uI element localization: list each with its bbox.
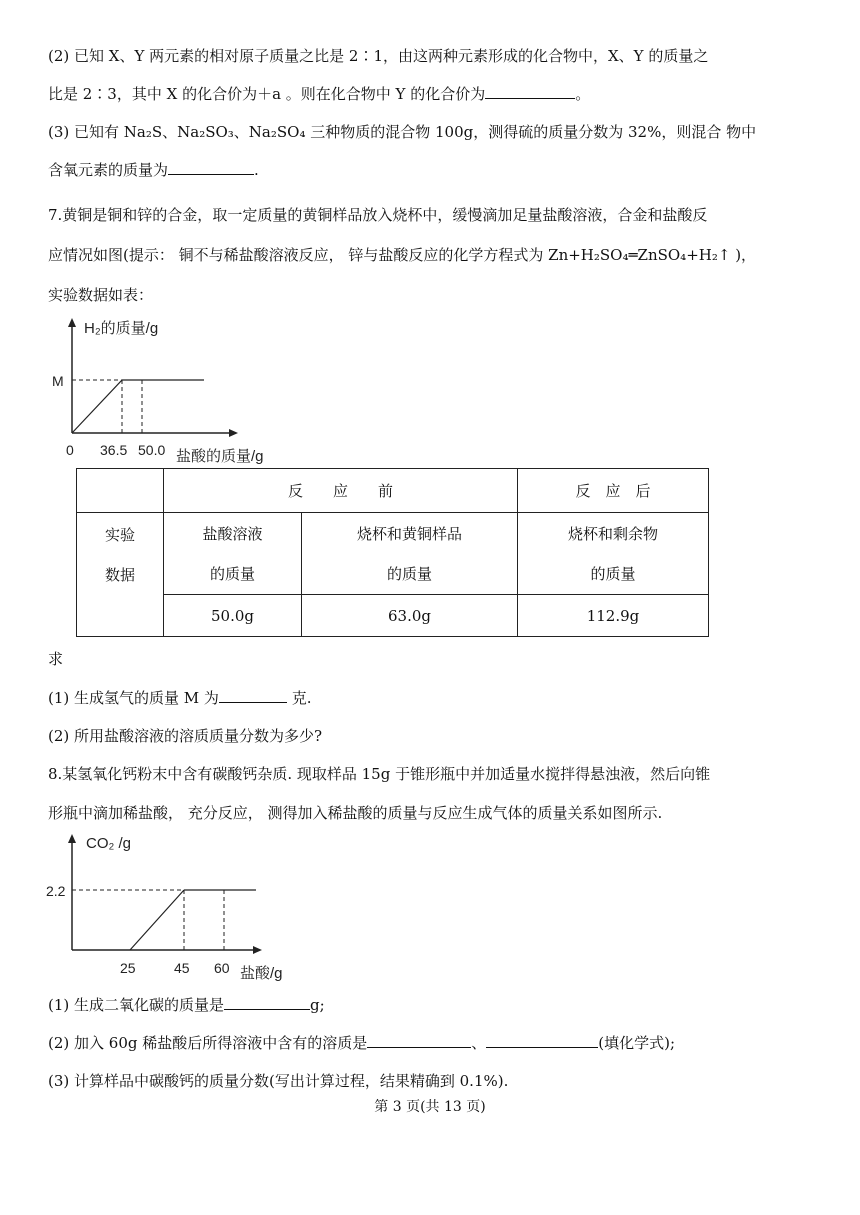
q7-sub1-text: (1) 生成氢气的质量 M 为 (48, 689, 219, 707)
answer-blank-solute-2[interactable] (486, 1033, 598, 1048)
q8-rising-line (130, 890, 184, 950)
q6-part3-text: 含氧元素的质量为 (48, 161, 169, 179)
q8-tick-45: 45 (174, 960, 190, 976)
q8-y-label: CO₂ /g (86, 835, 131, 852)
q8-line1: 8.某氢氧化钙粉末中含有碳酸钙杂质. 现取样品 15g 于锥形瓶中并加适量水搅拌得悬浊液，然后向锥 (48, 765, 711, 783)
q6-part2-line1: (2) 已知 X、Y 两元素的相对原子质量之比是 2∶1，由这两种元素形成的化合物中，X、Y 的质量之 (48, 47, 709, 65)
col3-line2: 的质量 (590, 564, 636, 583)
table-col3-header (518, 513, 709, 595)
col1-line2: 的质量 (209, 564, 255, 583)
q7-x-label: 盐酸的质量/g (176, 448, 264, 465)
q7-hydrogen-graph (44, 315, 294, 467)
col1-line1: 盐酸溶液 (202, 524, 263, 543)
page-footer: 第 3 页(共 13 页) (374, 1099, 486, 1115)
q7-tick-36-5: 36.5 (100, 442, 128, 458)
q7-origin-label: 0 (66, 442, 74, 458)
q7-x-arrow (229, 429, 238, 437)
q8-line2: 形瓶中滴加稀盐酸， 充分反应， 测得加入稀盐酸的质量与反应生成气体的质量关系如图所示. (48, 804, 663, 822)
q8-sub1-text: (1) 生成二氧化碳的质量是 (48, 996, 225, 1014)
answer-blank-co2-mass[interactable] (224, 995, 310, 1010)
q7-m-label: M (52, 373, 64, 389)
col3-line1: 烧杯和剩余物 (567, 524, 658, 543)
row-label-line1: 实验 (104, 525, 135, 544)
q8-tick-25: 25 (120, 960, 136, 976)
table-header-after: 反 应 后 (518, 469, 709, 513)
col2-line1: 烧杯和黄铜样品 (356, 524, 462, 543)
q6-part2-line2 (48, 84, 590, 104)
q8-sub1 (48, 995, 325, 1015)
q6-part3-line1: (3) 已知有 Na₂S、Na₂SO₃、Na₂SO₄ 三种物质的混合物 100g，测得硫的质量分数为 32%，则混合 物中 (48, 123, 757, 141)
table-value-2: 63.0g (302, 595, 518, 637)
col2-line2: 的质量 (386, 564, 432, 583)
table-header-before: 反 应 前 (164, 469, 518, 513)
q8-co2-graph (44, 826, 304, 986)
q7-line1: 7.黄铜是铜和锌的合金，取一定质量的黄铜样品放入烧杯中，缓慢滴加足量盐酸溶液，合金和盐酸反 (48, 206, 708, 224)
q7-line3: 实验数据如表： (48, 286, 154, 304)
answer-blank-hydrogen-mass[interactable] (219, 688, 287, 703)
table-col1-header (164, 513, 302, 595)
table-value-3: 112.9g (518, 595, 709, 637)
q7-tick-50: 50.0 (138, 442, 166, 458)
q8-sub2-text: (2) 加入 60g 稀盐酸后所得溶液中含有的溶质是 (48, 1034, 368, 1052)
q7-y-label: H₂的质量/g (84, 320, 159, 337)
q8-sub1-unit: g; (310, 996, 325, 1014)
table-value-1: 50.0g (164, 595, 302, 637)
q7-sub1 (48, 688, 311, 708)
q7-sub2: (2) 所用盐酸溶液的溶质质量分数为多少? (48, 727, 323, 745)
q8-x-arrow (253, 946, 262, 954)
q6-part3-end: . (254, 161, 259, 179)
q8-sub3: (3) 计算样品中碳酸钙的质量分数(写出计算过程，结果精确到 0.1%). (48, 1072, 509, 1090)
q8-sub2 (48, 1033, 675, 1053)
q8-y-arrow (68, 834, 76, 843)
q6-part2-end: 。 (575, 85, 591, 103)
answer-blank-solute-1[interactable] (367, 1033, 471, 1048)
table-corner-cell (77, 469, 164, 513)
answer-blank-oxygen-mass[interactable] (168, 160, 254, 175)
q7-ask: 求 (48, 650, 64, 668)
q7-y-arrow (68, 318, 76, 327)
q7-line2: 应情况如图(提示： 铜不与稀盐酸溶液反应， 锌与盐酸反应的化学方程式为 Zn+H₂SO₄═ZnSO₄+H₂↑ )， (48, 246, 757, 264)
q8-sub2-end: (填化学式); (598, 1034, 676, 1052)
table-col2-header (302, 513, 518, 595)
q8-x-label: 盐酸/g (240, 965, 283, 982)
table-row-label (77, 513, 164, 637)
q7-rising-line (72, 380, 122, 433)
q8-tick-60: 60 (214, 960, 230, 976)
q7-sub1-unit: 克. (286, 689, 312, 707)
q7-data-table (76, 468, 709, 637)
answer-blank-y-valence[interactable] (485, 84, 575, 99)
q6-part3-line2 (48, 160, 259, 180)
row-label-line2: 数据 (104, 565, 135, 584)
q6-part2-text: 比是 2∶3，其中 X 的化合价为＋a 。则在化合物中 Y 的化合价为 (48, 85, 486, 103)
q8-sub2-sep: 、 (471, 1034, 487, 1052)
q8-y-mark: 2.2 (46, 883, 66, 899)
